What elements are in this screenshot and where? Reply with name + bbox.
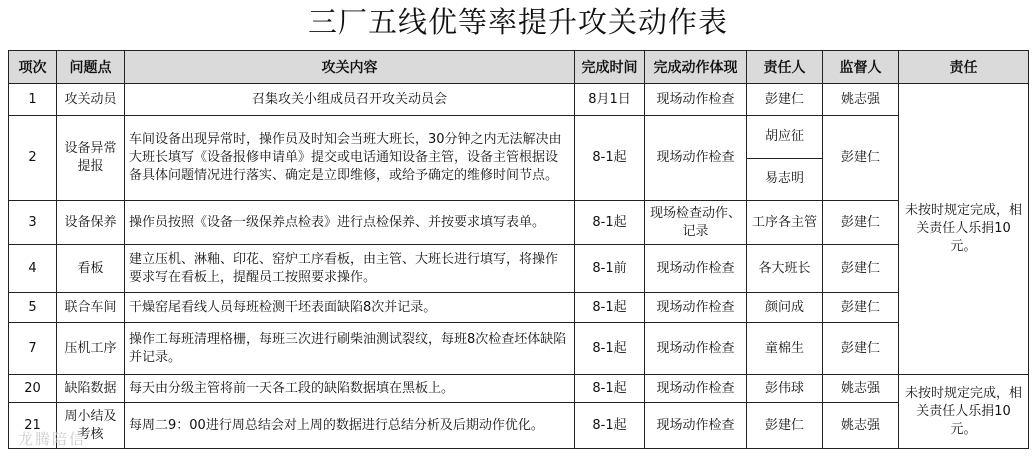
watermark: 龙腾陪信: [18, 430, 87, 448]
row-action: 现场动作检查: [645, 375, 747, 403]
row-action: 现场动作检查: [645, 293, 747, 323]
row-content: 每周二9：00进行周总结会对上周的数据进行总结分析及后期动作优化。: [125, 403, 575, 449]
row-issue: 缺陷数据: [57, 375, 125, 403]
row-issue: 设备异常提报: [57, 116, 125, 201]
row-content: 操作员按照《设备一级保养点检表》进行点检保养、并按要求填写表单。: [125, 201, 575, 245]
row-supervisor: 彭建仁: [823, 201, 899, 245]
action-table: [8, 50, 1029, 449]
row-issue: 设备保养: [57, 201, 125, 245]
row-supervisor: 彭建仁: [823, 323, 899, 375]
row-content: 操作工每班清理格栅，每班三次进行刷柴油测试裂纹，每班8次检查坯体缺陷并记录。: [125, 323, 575, 375]
row-content: 召集攻关小组成员召开攻关动员会: [125, 84, 575, 116]
page-title: 三厂五线优等率提升攻关动作表: [307, 5, 728, 39]
header-content: 攻关内容: [125, 51, 575, 84]
row-no: 4: [9, 245, 57, 293]
header-time: 完成时间: [575, 51, 645, 84]
row-issue: 联合车间: [57, 293, 125, 323]
row-owner: 彭伟球: [747, 375, 823, 403]
row-content: 干燥窑尾看线人员每班检测干坯表面缺陷8次并记录。: [125, 293, 575, 323]
row-owner: 胡应征: [764, 128, 804, 144]
row-content: 车间设备出现异常时，操作员及时知会当班大班长，30分钟之内无法解决由大班长填写《设备报修申请单》提交或电话通知设备主管，设备主管根据设备具体问题情况进行落实、确定是立即维修，或给予确定的维修时间节点。: [125, 116, 575, 201]
row-no: 20: [9, 375, 57, 403]
table-row: [9, 116, 1029, 201]
row-action: 现场动作检查: [645, 116, 747, 201]
table-row: [9, 201, 1029, 245]
row-action: 现场动作检查: [645, 245, 747, 293]
row-time: 8-1起: [575, 116, 645, 201]
row-supervisor: 彭建仁: [823, 245, 899, 293]
row-supervisor: 彭建仁: [823, 116, 899, 201]
table-row: [9, 323, 1029, 375]
table-row: [9, 375, 1029, 403]
row-action: 现场动作检查: [645, 403, 747, 449]
header-action: 完成动作体现: [645, 51, 747, 84]
responsibility-cell: 未按时规定完成，相关责任人乐捐10元。: [899, 84, 1029, 375]
row-issue: 压机工序: [57, 323, 125, 375]
row-issue: 周小结及考核: [57, 403, 125, 449]
table-row: [9, 84, 1029, 116]
row-owner: 彭建仁: [747, 403, 823, 449]
row-owner: 易志明: [747, 158, 822, 201]
row-time: 8-1起: [575, 293, 645, 323]
row-time: 8-1前: [575, 245, 645, 293]
row-no: 7: [9, 323, 57, 375]
table-row: [9, 403, 1029, 449]
row-action: 现场动作检查: [645, 323, 747, 375]
header-owner: 责任人: [747, 51, 823, 84]
table-row: [9, 293, 1029, 323]
row-issue: 攻关动员: [57, 84, 125, 116]
row-owner: 童棉生: [747, 323, 823, 375]
responsibility-cell: 未按时规定完成，相关责任人乐捐10元。: [899, 375, 1029, 449]
row-content: 每天由分级主管将前一天各工段的缺陷数据填在黑板上。: [125, 375, 575, 403]
row-time: 8月1日: [575, 84, 645, 116]
row-action: 现场动作检查: [645, 84, 747, 116]
row-owner: 各大班长: [747, 245, 823, 293]
row-no: 21: [9, 403, 57, 449]
row-time: 8-1起: [575, 201, 645, 245]
table-row: [9, 245, 1029, 293]
row-no: 2: [9, 116, 57, 201]
row-supervisor: 姚志强: [823, 403, 899, 449]
header-row: [9, 51, 1029, 84]
row-supervisor: 姚志强: [823, 84, 899, 116]
row-supervisor: 彭建仁: [823, 293, 899, 323]
row-time: 8-1起: [575, 403, 645, 449]
row-owner: 工序各主管: [747, 201, 823, 245]
header-issue: 问题点: [57, 51, 125, 84]
row-action: 现场检查动作、记录: [645, 201, 747, 245]
row-no: 1: [9, 84, 57, 116]
row-no: 5: [9, 293, 57, 323]
row-no: 3: [9, 201, 57, 245]
row-content: 建立压机、淋釉、印花、窑炉工序看板，由主管、大班长进行填写，将操作要求写在看板上，提醒员工按照要求操作。: [125, 245, 575, 293]
row-owner-split: [747, 116, 823, 201]
row-owner: 彭建仁: [747, 84, 823, 116]
header-supervisor: 监督人: [823, 51, 899, 84]
header-responsibility: 责任: [899, 51, 1029, 84]
row-time: 8-1起: [575, 323, 645, 375]
row-issue: 看板: [57, 245, 125, 293]
row-supervisor: 姚志强: [823, 375, 899, 403]
row-owner: 颜问成: [747, 293, 823, 323]
header-no: 项次: [9, 51, 57, 84]
row-time: 8-1起: [575, 375, 645, 403]
